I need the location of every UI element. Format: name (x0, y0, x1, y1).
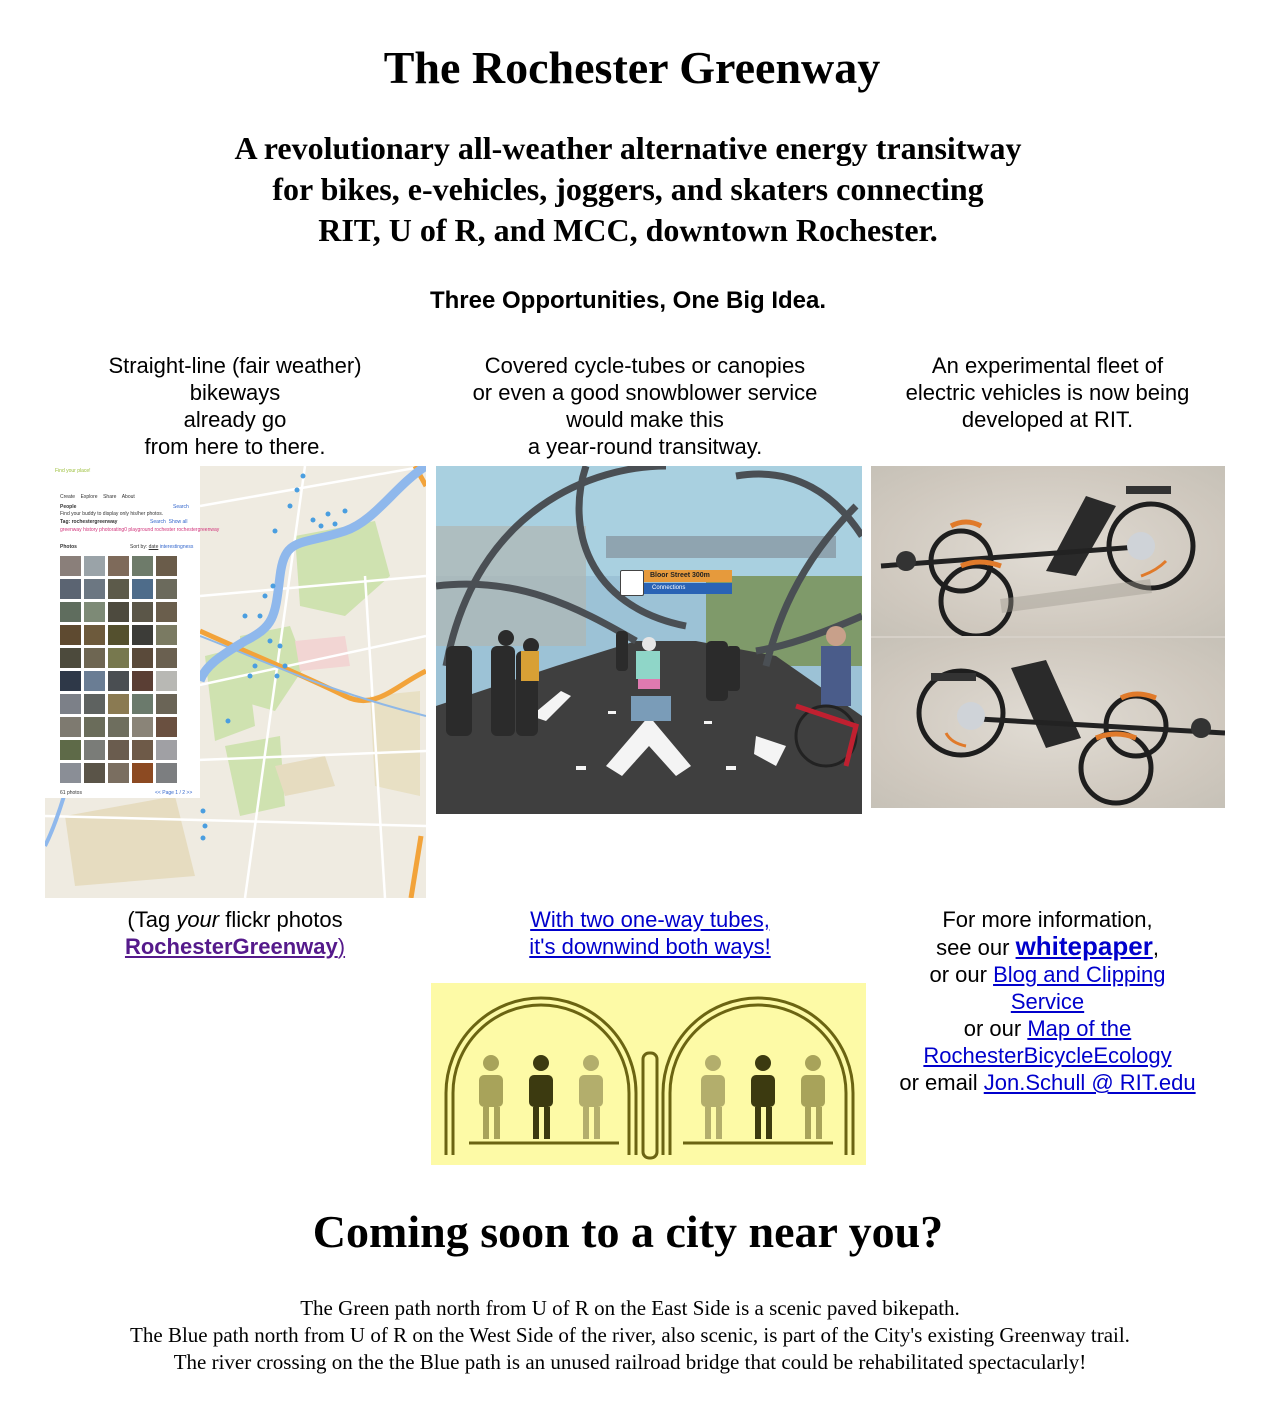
two-tubes-diagram[interactable] (431, 983, 866, 1165)
caption-electric-vehicles (870, 352, 1225, 433)
flickr-tag-prefix: (Tag (127, 907, 177, 932)
flickr-panel (45, 466, 220, 798)
caption-line: would make this (566, 407, 724, 432)
photo-thumb[interactable] (156, 556, 177, 576)
photo-thumb[interactable] (132, 625, 153, 645)
photo-thumb[interactable] (156, 694, 177, 714)
flickr-sort-date[interactable]: date (148, 544, 159, 550)
photo-thumb[interactable] (108, 671, 129, 691)
photo-thumb[interactable] (108, 717, 129, 737)
or-email-label: or email (899, 1070, 984, 1095)
rochestergreenway-flickr-link[interactable]: RochesterGreenway (124, 934, 338, 959)
flickr-photos-label: Photos (60, 544, 77, 550)
caption-line: electric vehicles is now being (905, 380, 1190, 405)
cycle-tube-graphic (436, 466, 862, 814)
caption-line: An experimental fleet of (931, 353, 1164, 378)
photo-thumb[interactable] (132, 671, 153, 691)
email-line (870, 1069, 1225, 1096)
flickr-tag-label: Tag: rochestergreenway (60, 519, 118, 525)
caption-line: a year-round transitway. (527, 434, 763, 459)
photo-thumb[interactable] (132, 556, 153, 576)
more-info-heading: For more information, (942, 907, 1153, 932)
blog-clipping-link-cont[interactable]: Service (1010, 989, 1085, 1014)
flickr-tag-line (45, 906, 425, 933)
flickr-nav-explore[interactable]: Explore (80, 494, 98, 500)
flickr-sort (130, 544, 193, 550)
photo-thumb[interactable] (84, 763, 105, 783)
photo-thumb[interactable] (84, 671, 105, 691)
photo-thumb[interactable] (108, 763, 129, 783)
map-line-2 (870, 1042, 1225, 1069)
photo-thumb[interactable] (132, 602, 153, 622)
photo-thumb[interactable] (60, 717, 81, 737)
cycle-tube-image (436, 466, 862, 814)
photo-thumb[interactable] (108, 602, 129, 622)
caption-line: developed at RIT. (961, 407, 1134, 432)
or-our-label: or our (963, 1016, 1028, 1041)
photo-thumb[interactable] (60, 556, 81, 576)
footer-line-river-crossing: The river crossing on the the Blue path is an unused railroad bridge that could be rehabilitated spectacularly! (173, 1350, 1087, 1374)
flickr-nav-about[interactable]: About (121, 494, 135, 500)
see-our-label: see our (936, 935, 1016, 960)
blog-line (870, 961, 1225, 988)
page-subtitle (0, 128, 1256, 251)
photo-thumb[interactable] (132, 579, 153, 599)
whitepaper-line (870, 933, 1225, 961)
electric-trikes-image (871, 466, 1225, 808)
photo-thumb[interactable] (132, 763, 153, 783)
photo-thumb[interactable] (156, 717, 177, 737)
flickr-tag-link-line (45, 933, 425, 960)
bicycle-ecology-map-link[interactable]: Map of the (1027, 1016, 1132, 1041)
flickr-nav (60, 494, 135, 500)
whitepaper-link[interactable]: whitepaper (1015, 931, 1153, 961)
flickr-tag-middle: flickr photos (219, 907, 343, 932)
sign-connections: Connections (644, 583, 732, 594)
subtitle-line: RIT, U of R, and MCC, downtown Rochester. (318, 212, 938, 248)
photo-thumb[interactable] (84, 625, 105, 645)
trike-graphic (871, 638, 1225, 808)
trike-graphic (871, 466, 1225, 636)
subtitle-line: for bikes, e-vehicles, joggers, and skaters connecting (272, 171, 984, 207)
photo-thumb[interactable] (156, 625, 177, 645)
photo-thumb[interactable] (60, 602, 81, 622)
flickr-related-tags[interactable]: greenway history photorating0 playground rochester rochestergreenway (60, 527, 220, 533)
footer-line-blue-path: The Blue path north from U of R on the West Side of the river, also scenic, is part of the City's existing Greenway trail. (130, 1323, 1130, 1347)
photo-thumb[interactable] (60, 740, 81, 760)
flickr-tag-show-all[interactable]: Show all (168, 519, 188, 525)
footer-line-green-path: The Green path north from U of R on the East Side is a scenic paved bikepath. (300, 1296, 960, 1320)
tagline: Three Opportunities, One Big Idea. (429, 287, 827, 314)
photo-thumb[interactable] (60, 579, 81, 599)
more-info-block (870, 906, 1225, 1096)
page-title: The Rochester Greenway (383, 42, 881, 93)
caption-line: or even a good snowblower service (472, 380, 818, 405)
flickr-tag-search[interactable]: Search (150, 519, 166, 525)
comma: , (1152, 935, 1159, 960)
photo-thumb[interactable] (60, 625, 81, 645)
cyclist-icon (479, 1055, 825, 1139)
or-our-label: or our (929, 962, 994, 987)
two-tubes-caption (430, 906, 870, 960)
flickr-sort-label: Sort by: (130, 544, 148, 550)
email-link[interactable]: Jon.Schull @ RIT.edu (983, 1070, 1196, 1095)
photo-thumb[interactable] (108, 556, 129, 576)
caption-line: from here to there. (144, 434, 326, 459)
photo-thumb[interactable] (60, 648, 81, 668)
flickr-tag-suffix: ) (337, 934, 346, 959)
two-tubes-graphic (431, 983, 866, 1165)
flickr-photo-count: 61 photos (60, 790, 82, 796)
flickr-nav-create[interactable]: Create (60, 494, 76, 500)
photo-thumb[interactable] (108, 694, 129, 714)
flickr-panel-header: Find your place! (55, 468, 91, 474)
flickr-people-label: People (60, 504, 77, 510)
photo-thumb[interactable] (156, 648, 177, 668)
photo-thumb[interactable] (156, 763, 177, 783)
flickr-pager[interactable]: << Page 1 / 2 >> (155, 790, 193, 796)
caption-line: Covered cycle-tubes or canopies (484, 353, 806, 378)
caption-line: Straight-line (fair weather) (108, 353, 362, 378)
photo-thumb[interactable] (84, 717, 105, 737)
flickr-map-image[interactable] (45, 466, 426, 898)
blog-line-2 (870, 988, 1225, 1015)
photo-thumb[interactable] (156, 602, 177, 622)
coming-soon-heading: Coming soon to a city near you? (312, 1206, 944, 1257)
photo-thumb[interactable] (132, 740, 153, 760)
subtitle-line: A revolutionary all-weather alternative energy transitway (234, 130, 1022, 166)
tunnel-sign (620, 570, 732, 596)
trike-photo-top (871, 466, 1225, 636)
photo-thumb[interactable] (156, 740, 177, 760)
photo-thumb[interactable] (84, 648, 105, 668)
flickr-people-hint: Find your buddy to display only his/her photos. (60, 511, 164, 517)
photo-thumb[interactable] (156, 579, 177, 599)
photo-thumb[interactable] (156, 671, 177, 691)
photo-thumb[interactable] (60, 763, 81, 783)
two-tubes-link-line: With two one-way tubes, (530, 907, 770, 932)
caption-line: bikeways (189, 380, 281, 405)
photo-thumb[interactable] (132, 717, 153, 737)
blog-clipping-link[interactable]: Blog and Clipping (993, 962, 1166, 987)
caption-bikeways (45, 352, 425, 460)
photo-thumb[interactable] (84, 694, 105, 714)
flickr-tag-links (150, 519, 188, 525)
footer-notes (0, 1295, 1260, 1376)
photo-thumb[interactable] (84, 602, 105, 622)
photo-thumb[interactable] (84, 556, 105, 576)
photo-thumb[interactable] (132, 648, 153, 668)
photo-thumb[interactable] (84, 740, 105, 760)
bicycle-ecology-map-link-cont[interactable]: RochesterBicycleEcology (923, 1043, 1172, 1068)
two-tubes-link-line: it's downwind both ways! (529, 934, 771, 959)
photo-thumb[interactable] (84, 579, 105, 599)
two-tubes-link[interactable] (529, 907, 770, 959)
photo-thumb[interactable] (108, 579, 129, 599)
flickr-nav-share[interactable]: Share (103, 494, 117, 500)
flickr-people-search[interactable]: Search (173, 504, 189, 510)
photo-thumb[interactable] (108, 648, 129, 668)
flickr-photo-grid (60, 556, 177, 783)
map-line (870, 1015, 1225, 1042)
photo-thumb[interactable] (108, 740, 129, 760)
photo-thumb[interactable] (132, 694, 153, 714)
clock-icon (620, 570, 644, 596)
sign-destination: Bloor Street 300m (644, 570, 732, 582)
photo-thumb[interactable] (60, 694, 81, 714)
flickr-tag-caption (45, 906, 425, 960)
photo-thumb[interactable] (108, 625, 129, 645)
photo-thumb[interactable] (60, 671, 81, 691)
caption-line: already go (183, 407, 287, 432)
flickr-sort-interestingness[interactable]: interestingness (159, 544, 194, 550)
trike-photo-bottom (871, 638, 1225, 808)
caption-cycle-tubes (435, 352, 855, 460)
flickr-tag-emphasis: your (176, 907, 220, 932)
